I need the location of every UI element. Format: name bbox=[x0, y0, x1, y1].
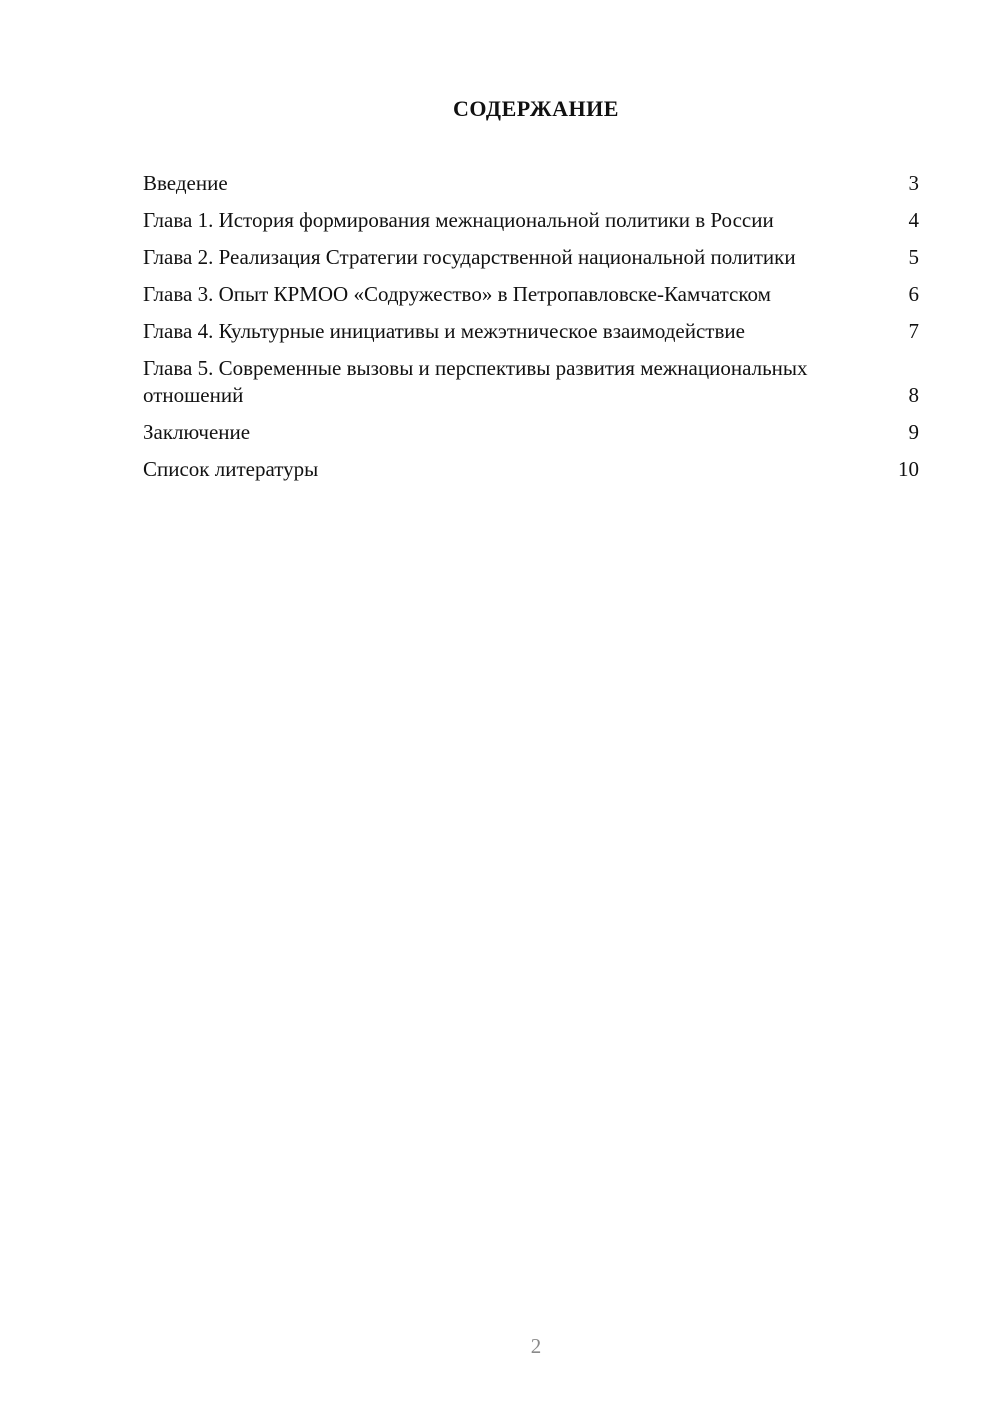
toc-entry[interactable] bbox=[143, 318, 919, 345]
toc-entry-label: Глава 4. Культурные инициативы и межэтническое взаимодействие bbox=[143, 319, 745, 343]
toc-entry-label: Глава 1. История формирования межнациональной политики в России bbox=[143, 208, 774, 232]
page-number: 2 bbox=[530, 1334, 542, 1358]
toc-entry-page: 5 bbox=[908, 245, 919, 269]
table-of-contents bbox=[143, 170, 919, 493]
toc-entry-label: Введение bbox=[143, 171, 228, 195]
toc-entry[interactable] bbox=[143, 419, 919, 446]
toc-entry-label: Глава 5. Современные вызовы и перспективы развития межнациональных отношений bbox=[143, 356, 808, 407]
toc-entry[interactable] bbox=[143, 170, 919, 197]
toc-entry[interactable] bbox=[143, 456, 919, 483]
toc-entry[interactable] bbox=[143, 244, 919, 271]
toc-entry-label: Заключение bbox=[143, 420, 251, 444]
toc-entry-page: 4 bbox=[908, 208, 919, 232]
toc-entry-label: Список литературы bbox=[143, 457, 319, 481]
toc-entry-page: 7 bbox=[908, 319, 919, 343]
toc-entry-page: 3 bbox=[908, 171, 919, 195]
toc-entry-page: 9 bbox=[908, 420, 919, 444]
toc-entry-page: 10 bbox=[898, 457, 919, 481]
toc-entry[interactable] bbox=[143, 207, 919, 234]
toc-entry[interactable] bbox=[143, 355, 919, 409]
toc-entry-label: Глава 2. Реализация Стратегии государственной национальной политики bbox=[143, 245, 796, 269]
toc-entry[interactable] bbox=[143, 281, 919, 308]
toc-title: СОДЕРЖАНИЕ bbox=[453, 96, 619, 121]
toc-entry-page: 6 bbox=[908, 282, 919, 306]
toc-entry-label: Глава 3. Опыт КРМОО «Содружество» в Петропавловске-Камчатском bbox=[143, 282, 771, 306]
toc-entry-page: 8 bbox=[908, 383, 919, 407]
